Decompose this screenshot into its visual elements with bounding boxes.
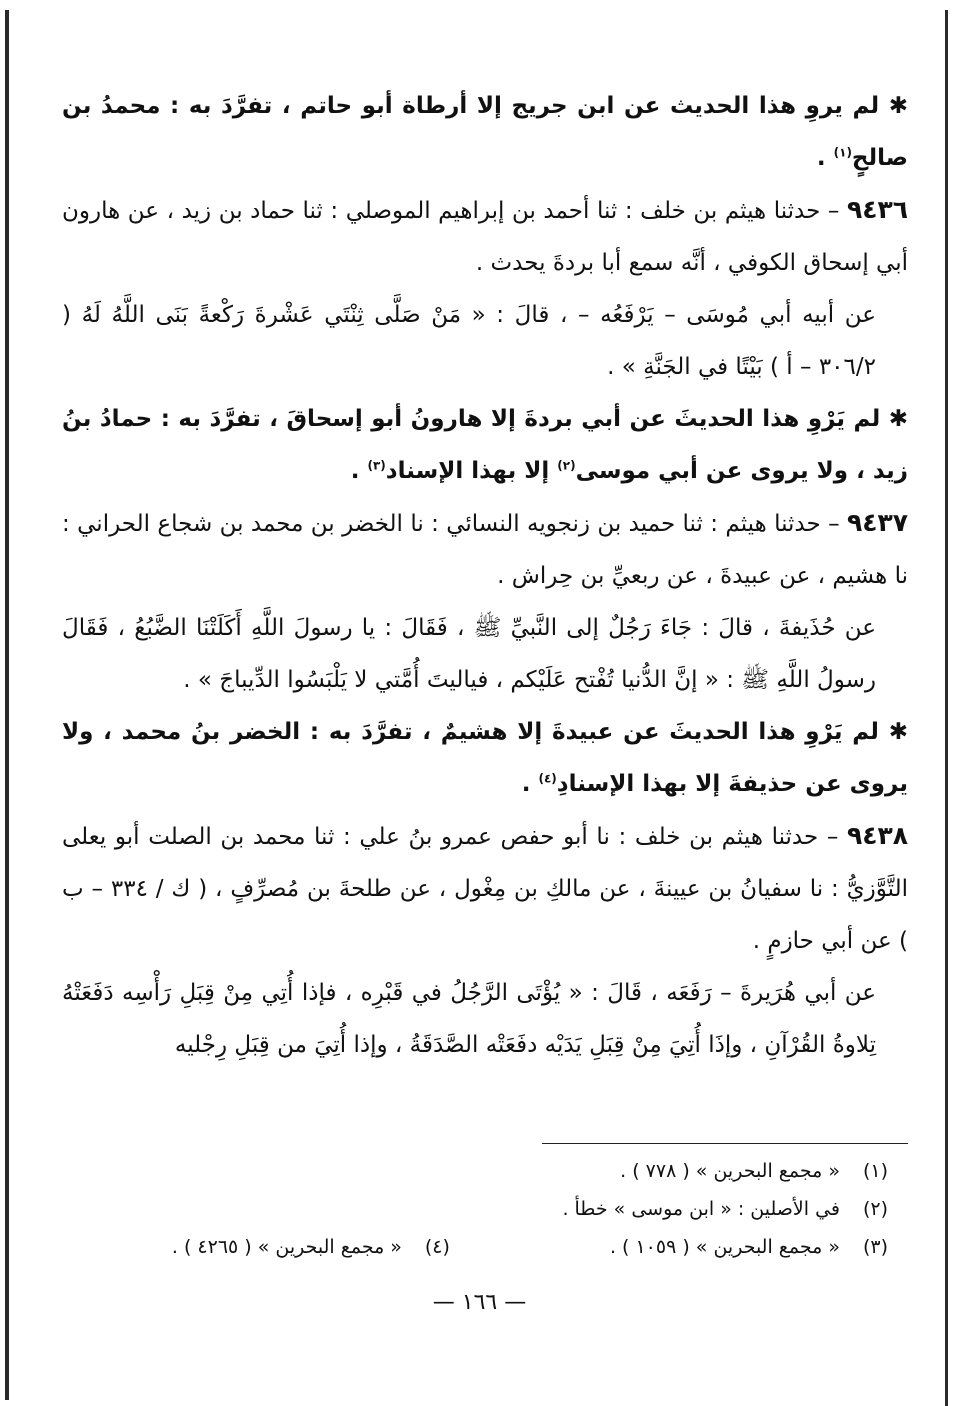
- chain-text: – حدثنا هيثم بن خلف : نا أبو حفص عمرو بنُ علي : ثنا محمد بن الصلت أبو يعلى التَّوَّزيُّ : نا سفيانُ بن عيينةَ ، عن مالكِ بن مِغْول ، عن طلحةَ بن مُصرِّفٍ ، ( ك / ٣٣٤ – ب ) عن أبي حازمٍ .: [62, 824, 908, 954]
- scan-left-edge: [5, 10, 9, 1400]
- footnote-number: (١): [862, 1160, 888, 1182]
- hadith-chain: [62, 810, 908, 967]
- matn-text: عن حُذَيفةَ ، قالَ : جَاءَ رَجُلٌ إلى النَّبيِّ ﷺ ، فَقَالَ : يا رسولَ اللَّهِ أَكَلَتْنَا الضَّبُعُ ، فَقَالَ رسولُ اللَّهِ ﷺ : « إنَّ الدُّنيا تُفْتح عَلَيْكم ، فياليتَ أُمَّتي لا يَلْبَسُوا الدِّيباجَ » .: [62, 615, 876, 693]
- footnote-ref: (١): [833, 145, 852, 160]
- hadith-chain: [62, 497, 908, 602]
- footnote-item: [62, 1152, 888, 1190]
- chain-text: – حدثنا هيثم : ثنا حميد بن زنجويه النسائي : نا الخضر بن محمد بن شجاع الحراني : نا هشيم ، عن عبيدةَ ، عن ربعيِّ بن حِراش .: [62, 511, 908, 589]
- footnote-separator: [542, 1143, 908, 1144]
- footnote-item: [62, 1228, 888, 1266]
- footnote-item: [62, 1190, 888, 1228]
- asterisk-icon: ✱: [888, 93, 908, 119]
- hadith-number: ٩٤٣٦: [846, 195, 908, 224]
- footnote-number: (٣): [862, 1236, 888, 1258]
- narrator-comment: [62, 393, 908, 497]
- chain-text: – حدثنا هيثم بن خلف : ثنا أحمد بن إبراهيم الموصلي : ثنا حماد بن زيد ، عن هارون أبي إسحاق الكوفي ، أنَّه سمع أبا بردةَ يحدث .: [62, 198, 908, 276]
- hadith-text: [62, 289, 908, 393]
- footnote-ref: (٣): [367, 458, 386, 473]
- footnote-ref: (٢): [557, 458, 576, 473]
- footnote-text: « مجمع البحرين » ( ١٠٥٩ ) .: [609, 1236, 840, 1258]
- hadith-text: [62, 602, 908, 706]
- footnote-text: « مجمع البحرين » ( ٧٧٨ ) .: [620, 1160, 840, 1182]
- footnote-ref: (٤): [538, 771, 557, 786]
- asterisk-icon: ✱: [888, 406, 908, 432]
- footnote-text: « مجمع البحرين » ( ٤٢٦٥ ) .: [171, 1236, 402, 1258]
- footnotes: [62, 1152, 888, 1266]
- footnote-number: (٢): [862, 1198, 888, 1220]
- footnote-text: في الأصلين : « ابن موسى » خطأ .: [562, 1198, 840, 1220]
- narrator-comment: [62, 706, 908, 810]
- asterisk-icon: ✱: [888, 719, 908, 745]
- comment-text: لم يَرْوِ هذا الحديثَ عن أبي بردةَ إلا هارونُ أبو إسحاقَ ، تفرَّدَ به : حمادُ بنُ زيد ، ولا يروى عن أبي موسى: [62, 406, 908, 484]
- hadith-text: [62, 967, 908, 1071]
- hadith-chain: [62, 184, 908, 289]
- comment-text: لم يَرْوِ هذا الحديثَ عن عبيدةَ إلا هشيمٌ ، تفرَّدَ به : الخضر بنُ محمد ، ولا يروى عن حذيفةَ إلا بهذا الإسنادِ: [62, 719, 908, 797]
- page-number: — ١٦٦ —: [432, 1290, 527, 1315]
- comment-text: إلا بهذا الإسناد: [385, 458, 558, 484]
- comment-end: .: [816, 145, 834, 171]
- hadith-number: ٩٤٣٨: [846, 821, 908, 850]
- matn-text: عن أبي هُرَيرةَ – رَفَعَه ، قَالَ : « يُؤْتَى الرَّجُلُ في قَبْرِه ، فإذا أُتِي مِنْ قِبَلِ رَأْسِه دَفَعَتْهُ تِلاوةُ القُرْآنِ ، وإذَا أُتِيَ مِنْ قِبَلِ يَدَيْه دفَعَتْه الصَّدَقَةُ ، وإذا أُتِيَ من قِبَلِ رِجْليه: [62, 980, 876, 1058]
- page-body: [62, 80, 908, 1071]
- scan-right-edge: [945, 10, 948, 1406]
- matn-text: عن أبيه أبي مُوسَى – يَرْفَعُه – ، قالَ : « مَنْ صَلَّى ثِنْتَي عَشْرةَ رَكْعةً بَنَى اللَّهُ لَهُ ( ٣٠٦/٢ – أ ) بَيْتًا في الجَنَّةِ » .: [62, 302, 876, 380]
- comment-end: .: [350, 458, 368, 484]
- comment-text: لم يروِ هذا الحديث عن ابن جريج إلا أرطاة أبو حاتم ، تفرَّدَ به : محمدُ بن صالحٍ: [62, 93, 908, 171]
- footnote-number: (٤): [424, 1236, 450, 1258]
- comment-end: .: [521, 771, 539, 797]
- hadith-number: ٩٤٣٧: [846, 508, 908, 537]
- narrator-comment: [62, 80, 908, 184]
